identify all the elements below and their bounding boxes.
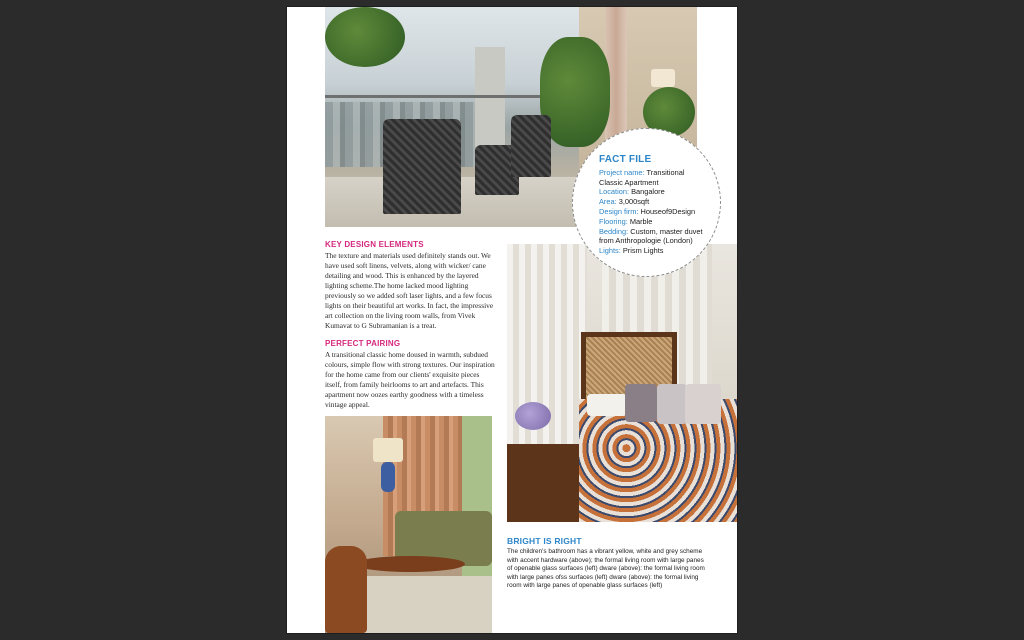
fact-label: Design firm:: [599, 206, 639, 216]
flower-vase: [515, 402, 551, 430]
fact-row: [599, 217, 708, 227]
pillow: [587, 394, 627, 416]
fact-row: [599, 168, 708, 188]
caption-body: The children's bathroom has a vibrant yellow, white and grey scheme with accent hardware (above); the formal living room with large panes of openable glass surfaces (left) dware (above): the formal living room with large panes ofss surfaces (left) dware (above): the formal living room with large panes of openable glass surfaces (left): [507, 548, 705, 590]
fact-value: Prism Lights: [622, 246, 664, 256]
section-heading: KEY DESIGN ELEMENTS: [325, 240, 424, 249]
fact-label: Bedding:: [599, 226, 629, 236]
wall-lamp: [651, 69, 675, 87]
fact-label: Area:: [599, 197, 617, 207]
wicker-chair: [511, 115, 551, 177]
fact-file-circle: [572, 128, 721, 277]
fact-row: [599, 187, 708, 197]
fact-value: Custom, master duvet from Anthropologie (London): [599, 226, 703, 246]
bedside-table: [507, 444, 579, 522]
lamp-base: [381, 462, 395, 492]
fact-value: Bangalore: [631, 187, 665, 197]
fact-file-title: FACT FILE: [599, 154, 652, 165]
fact-label: Lights:: [599, 246, 621, 256]
section-body: The texture and materials used definitely stands out. We have used soft linens, velvets, along with wicker/ cane detailing and wood. This is enhanced by the layered lighting scheme.The home lacked mood lighting previously so we added soft laser lights, and a few focus lights on their beautiful art works. In fact, the impressive art collection on the living room walls, from Vivek Kumavat to G Subramanian is a treat.: [325, 251, 494, 330]
fact-value: Houseof9Design: [640, 206, 696, 216]
pillow: [625, 384, 657, 422]
bedroom-photo: [507, 244, 737, 522]
section-heading: PERFECT PAIRING: [325, 339, 401, 348]
wooden-chair: [325, 546, 367, 633]
fact-value: Marble: [629, 216, 653, 226]
fact-row: [599, 246, 708, 256]
pillow: [685, 384, 721, 424]
fact-label: Location:: [599, 187, 629, 197]
fact-label: Project name:: [599, 167, 645, 177]
fact-row: [599, 207, 708, 217]
coffee-table: [355, 556, 465, 572]
section-body: A transitional classic home doused in warmth, subdued colours, simple flow with strong textures. Our inspiration for the home came from our clients' exquisite pieces itself, from family heirlooms to art and artefacts. This apartment now oozes earthy goodness with a timeless vintage appeal.: [325, 350, 495, 409]
fact-row: [599, 197, 708, 207]
pillow: [657, 384, 687, 424]
lamp-shade: [373, 438, 403, 462]
caption-heading: BRIGHT IS RIGHT: [507, 536, 582, 546]
fact-value: Transitional Classic Apartment: [599, 167, 685, 187]
wicker-chair: [383, 119, 461, 214]
photo-caption: [507, 536, 707, 591]
living-room-photo: [325, 416, 492, 633]
magazine-page: [287, 7, 737, 633]
fact-value: 3,000sqft: [618, 197, 650, 207]
fact-row: [599, 227, 708, 247]
fact-label: Flooring:: [599, 216, 628, 226]
article-text-column: [325, 240, 495, 418]
rug: [345, 576, 492, 633]
hanging-plant: [325, 7, 405, 67]
